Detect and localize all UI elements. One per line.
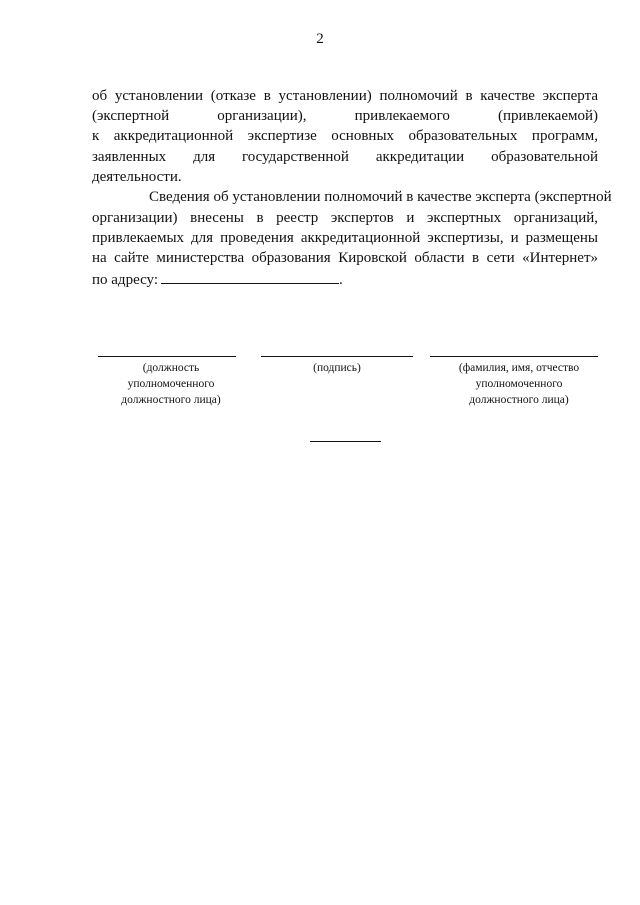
signature-line	[261, 356, 413, 357]
position-caption-line-3: должностного лица)	[121, 394, 221, 406]
paragraph1-line-3: к аккредитационной экспертизе основных образовательных программ,	[92, 128, 598, 144]
paragraph1-line-2: (экспертной организации), привлекаемого (привлекаемой)	[92, 108, 598, 124]
paragraph1-line-1: об установлении (отказе в установлении) полномочий в качестве эксперта	[92, 88, 598, 104]
position-caption	[96, 360, 246, 408]
paragraph2-line-2: организации) внесены в реестр экспертов и экспертных организаций,	[92, 210, 598, 226]
name-caption-line-1: (фамилия, имя, отчество	[458, 362, 580, 374]
position-caption-line-1: (должность	[142, 362, 200, 374]
address-label: по адресу:	[92, 272, 159, 288]
paragraph1-line-5: деятельности.	[92, 169, 182, 185]
paragraph2-line-3: привлекаемых для проведения аккредитационной экспертизы, и размещены	[92, 230, 598, 246]
page-number: 2	[316, 31, 324, 47]
paragraph2-line-4: на сайте министерства образования Кировской области в сети «Интернет»	[92, 250, 598, 266]
paragraph2-line-5	[92, 269, 598, 290]
paragraph2-line-1: Сведения об установлении полномочий в качестве эксперта (экспертной	[149, 189, 612, 205]
name-caption	[440, 360, 598, 408]
position-signature-line	[98, 356, 236, 357]
signature-caption	[262, 360, 412, 376]
name-caption-line-2: уполномоченного	[475, 378, 563, 390]
signature-caption-line-1: (подпись)	[313, 362, 361, 374]
position-caption-line-2: уполномоченного	[127, 378, 215, 390]
address-blank-field[interactable]	[161, 269, 339, 284]
name-signature-line	[430, 356, 598, 357]
name-caption-line-3: должностного лица)	[469, 394, 569, 406]
paragraph1-line-4: заявленных для государственной аккредитации образовательной	[92, 149, 598, 165]
end-of-document-rule	[310, 441, 381, 442]
address-period: .	[339, 272, 343, 288]
